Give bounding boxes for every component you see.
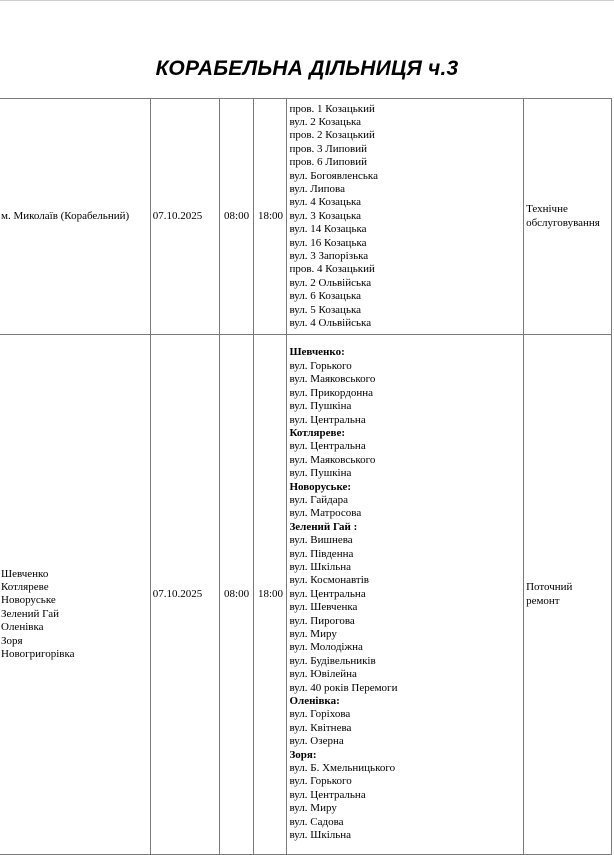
street-name: вул. 4 Ольвійська [289,317,372,330]
locality-name: Шевченко [1,567,49,580]
locality-name: Зоря [1,634,23,647]
street-name: вул. 16 Козацька [289,236,367,249]
work-type-text: обслуговування [526,216,600,229]
street-name: вул. Миру [289,628,337,641]
street-name: вул. Богоявленська [289,169,378,182]
table-row [0,335,612,855]
end-time-cell: 18:00 [253,335,287,855]
street-name: вул. Будівельників [289,654,376,667]
work-type-text: ремонт [526,594,560,607]
date-cell: 07.10.2025 [150,335,219,855]
street-name: вул. 2 Козацька [289,115,362,128]
work-type-text: Технічне [526,203,568,216]
street-name: пров. 1 Козацький [289,102,375,115]
top-rule [0,0,614,1]
locality-name: Новоруське [1,594,56,607]
settlement-heading: Зоря: [289,748,317,761]
street-name: пров. 6 Липовий [289,156,368,169]
street-name: вул. Шкільна [289,560,352,573]
street-name: вул. Б. Хмельницького [289,762,396,775]
street-name: вул. Горіхова [289,708,351,721]
street-name: вул. Маяковського [289,453,376,466]
street-name: вул. Пушкіна [289,467,352,480]
street-name: вул. 2 Ольвійська [289,276,372,289]
street-name: вул. Пирогова [289,614,355,627]
street-name: вул. Центральна [289,440,366,453]
street-name: вул. 3 Запорізька [289,250,369,263]
locality-name: Зелений Гай [1,607,60,620]
work-type-cell [524,99,612,335]
street-name: вул. Прикордонна [289,386,374,399]
street-name: вул. Липова [289,182,345,195]
page-title: КОРАБЕЛЬНА ДІЛЬНИЦЯ ч.3 [155,57,459,80]
locality-cell [0,335,150,855]
street-name: вул. Озерна [289,735,344,748]
street-name: пров. 4 Козацький [289,263,375,276]
street-name: вул. Маяковського [289,373,376,386]
locality-cell [0,99,150,335]
street-name: вул. Матросова [289,507,362,520]
street-name: вул. 4 Козацька [289,196,362,209]
streets-cell [287,335,524,855]
street-name: вул. 6 Козацька [289,290,362,303]
street-name: вул. Садова [289,815,344,828]
street-name: вул. Космонавтів [289,574,369,587]
schedule-body [0,99,612,855]
end-time-cell: 18:00 [253,99,287,335]
work-type-cell [524,335,612,855]
street-name: вул. Вишнева [289,534,353,547]
street-name: вул. Миру [289,802,337,815]
settlement-heading: Шевченко: [289,346,345,359]
table-row [0,99,612,335]
street-name: вул. 14 Козацька [289,223,367,236]
street-name: вул. Центральна [289,587,366,600]
street-name: вул. Шкільна [289,829,352,842]
street-name: вул. Гайдара [289,493,349,506]
street-name: вул. Молодіжна [289,641,363,654]
street-name: вул. Центральна [289,413,366,426]
work-type-text: Поточний [526,581,573,594]
date-cell: 07.10.2025 [150,99,219,335]
street-name: вул. Горького [289,359,352,372]
locality-name: Котляреве [1,580,49,593]
outage-schedule-table [0,98,612,855]
street-name: вул. Горького [289,775,352,788]
settlement-heading: Котляреве: [289,426,345,439]
locality-name: м. Миколаїв (Корабельний) [1,209,130,222]
street-name: вул. Південна [289,547,354,560]
locality-name: Оленівка [1,621,44,634]
street-name: вул. Пушкіна [289,400,352,413]
start-time-cell: 08:00 [219,99,253,335]
settlement-heading: Новоруське: [289,480,352,493]
street-name: вул. 5 Козацька [289,303,362,316]
locality-name: Новогригорівка [1,648,75,661]
street-name: вул. 40 років Перемоги [289,681,398,694]
street-name: пров. 2 Козацький [289,129,375,142]
settlement-heading: Оленівка: [289,695,340,708]
street-name: вул. 3 Козацька [289,209,362,222]
street-name: вул. Центральна [289,788,366,801]
street-name: вул. Шевченка [289,601,358,614]
street-name: вул. Ювілейна [289,668,357,681]
settlement-heading: Зелений Гай : [289,520,358,533]
streets-cell [287,99,524,335]
street-name: вул. Квітнева [289,721,352,734]
start-time-cell: 08:00 [219,335,253,855]
street-name: пров. 3 Липовий [289,142,368,155]
